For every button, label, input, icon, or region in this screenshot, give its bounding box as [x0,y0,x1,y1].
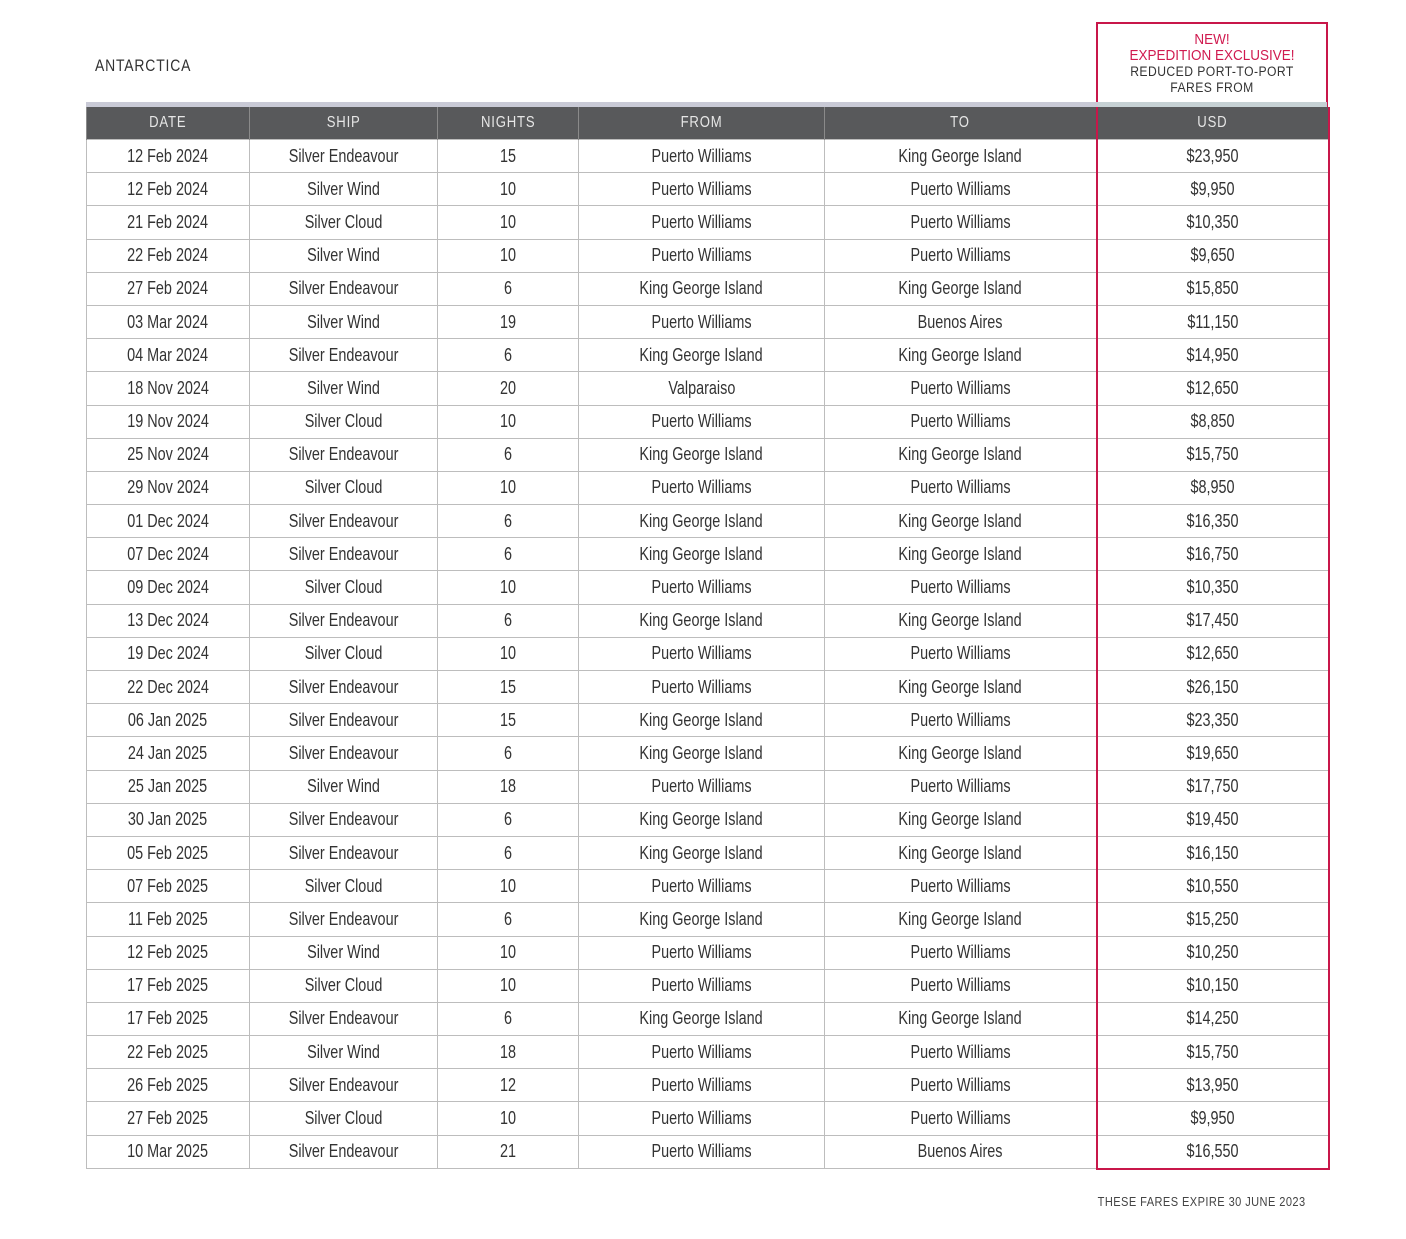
fares-expiry-note: THESE FARES EXPIRE 30 JUNE 2023 [1098,1194,1306,1209]
cell-date: 13 Dec 2024 [87,604,250,637]
table-row [87,471,1329,504]
cell-from: King George Island [579,737,825,770]
cell-usd: $15,250 [1097,903,1329,936]
cell-from: Puerto Williams [579,637,825,670]
cell-usd: $17,750 [1097,770,1329,803]
cell-ship: Silver Cloud [250,969,438,1002]
cell-to: Puerto Williams [825,1102,1097,1135]
column-header-usd: USD [1097,107,1329,140]
cell-nights: 6 [438,339,579,372]
cell-to: King George Island [825,671,1097,704]
table-row [87,239,1329,272]
cell-to: Buenos Aires [825,1135,1097,1169]
cell-ship: Silver Endeavour [250,604,438,637]
promo-fares-label-2: FARES FROM [1170,80,1254,95]
cell-ship: Silver Endeavour [250,836,438,869]
cell-from: Puerto Williams [579,936,825,969]
table-row [87,305,1329,338]
cell-nights: 10 [438,173,579,206]
cell-ship: Silver Wind [250,770,438,803]
cell-nights: 12 [438,1069,579,1102]
cell-ship: Silver Cloud [250,471,438,504]
cell-to: King George Island [825,836,1097,869]
column-header-from: FROM [579,107,825,140]
cell-usd: $13,950 [1097,1069,1329,1102]
cell-date: 04 Mar 2024 [87,339,250,372]
cell-usd: $19,450 [1097,803,1329,836]
table-row [87,538,1329,571]
cell-usd: $23,350 [1097,704,1329,737]
cell-usd: $26,150 [1097,671,1329,704]
cell-to: Puerto Williams [825,936,1097,969]
table-row [87,173,1329,206]
cell-to: King George Island [825,803,1097,836]
cell-ship: Silver Wind [250,305,438,338]
column-header-to: TO [825,107,1097,140]
cell-nights: 15 [438,140,579,173]
cell-from: Puerto Williams [579,1036,825,1069]
cell-from: King George Island [579,538,825,571]
table-row [87,936,1329,969]
cell-to: Puerto Williams [825,239,1097,272]
cell-to: Puerto Williams [825,969,1097,1002]
cell-ship: Silver Endeavour [250,1135,438,1169]
cell-from: Puerto Williams [579,1102,825,1135]
cell-to: King George Island [825,1002,1097,1035]
cell-usd: $16,750 [1097,538,1329,571]
cell-date: 01 Dec 2024 [87,505,250,538]
cell-from: Puerto Williams [579,305,825,338]
promo-callout [1096,22,1328,108]
table-row [87,870,1329,903]
cell-from: Puerto Williams [579,471,825,504]
cell-to: King George Island [825,438,1097,471]
cell-to: King George Island [825,737,1097,770]
fares-table-body [87,140,1329,1169]
table-row [87,272,1329,305]
cell-from: Valparaiso [579,372,825,405]
cell-to: King George Island [825,505,1097,538]
cell-from: Puerto Williams [579,770,825,803]
cell-to: King George Island [825,140,1097,173]
cell-nights: 6 [438,505,579,538]
cell-date: 07 Dec 2024 [87,538,250,571]
cell-date: 07 Feb 2025 [87,870,250,903]
column-header-nights: NIGHTS [438,107,579,140]
cell-nights: 18 [438,1036,579,1069]
cell-usd: $8,950 [1097,471,1329,504]
cell-ship: Silver Endeavour [250,505,438,538]
cell-date: 11 Feb 2025 [87,903,250,936]
cell-ship: Silver Wind [250,239,438,272]
cell-ship: Silver Endeavour [250,671,438,704]
cell-from: King George Island [579,903,825,936]
cell-nights: 15 [438,671,579,704]
cell-date: 25 Jan 2025 [87,770,250,803]
cell-date: 27 Feb 2024 [87,272,250,305]
cell-date: 19 Nov 2024 [87,405,250,438]
cell-from: Puerto Williams [579,969,825,1002]
cell-date: 18 Nov 2024 [87,372,250,405]
cell-from: King George Island [579,704,825,737]
cell-date: 24 Jan 2025 [87,737,250,770]
cell-usd: $12,650 [1097,372,1329,405]
cell-to: Puerto Williams [825,1036,1097,1069]
cell-date: 22 Dec 2024 [87,671,250,704]
cell-to: King George Island [825,903,1097,936]
cell-ship: Silver Wind [250,173,438,206]
cell-ship: Silver Endeavour [250,272,438,305]
cell-nights: 6 [438,604,579,637]
cell-usd: $10,350 [1097,571,1329,604]
cell-from: Puerto Williams [579,1135,825,1169]
cell-ship: Silver Wind [250,936,438,969]
cell-date: 25 Nov 2024 [87,438,250,471]
cell-nights: 6 [438,1002,579,1035]
cell-to: King George Island [825,538,1097,571]
cell-date: 12 Feb 2024 [87,140,250,173]
cell-ship: Silver Wind [250,1036,438,1069]
cell-from: King George Island [579,339,825,372]
cell-nights: 10 [438,936,579,969]
cell-nights: 10 [438,1102,579,1135]
table-row [87,1036,1329,1069]
cell-usd: $10,350 [1097,206,1329,239]
cell-usd: $10,250 [1097,936,1329,969]
cell-nights: 10 [438,637,579,670]
cell-usd: $16,350 [1097,505,1329,538]
cell-usd: $15,850 [1097,272,1329,305]
cell-to: Puerto Williams [825,637,1097,670]
cell-nights: 6 [438,836,579,869]
cell-date: 22 Feb 2024 [87,239,250,272]
cell-date: 29 Nov 2024 [87,471,250,504]
table-row [87,836,1329,869]
cell-from: King George Island [579,836,825,869]
cell-to: King George Island [825,339,1097,372]
cell-usd: $10,150 [1097,969,1329,1002]
table-row [87,405,1329,438]
fares-table [86,107,1330,1170]
table-row [87,1069,1329,1102]
cell-date: 03 Mar 2024 [87,305,250,338]
cell-ship: Silver Cloud [250,870,438,903]
cell-nights: 21 [438,1135,579,1169]
cell-from: Puerto Williams [579,870,825,903]
cell-to: Puerto Williams [825,372,1097,405]
cell-to: Puerto Williams [825,704,1097,737]
table-row [87,637,1329,670]
cell-from: King George Island [579,604,825,637]
cell-to: Puerto Williams [825,471,1097,504]
cell-nights: 6 [438,737,579,770]
cell-from: Puerto Williams [579,671,825,704]
table-row [87,803,1329,836]
cell-ship: Silver Endeavour [250,140,438,173]
cell-from: Puerto Williams [579,571,825,604]
cell-to: Puerto Williams [825,870,1097,903]
table-row [87,438,1329,471]
promo-exclusive-label: EXPEDITION EXCLUSIVE! [1129,47,1295,64]
cell-to: Puerto Williams [825,173,1097,206]
cell-usd: $8,850 [1097,405,1329,438]
cell-ship: Silver Endeavour [250,339,438,372]
cell-usd: $9,950 [1097,173,1329,206]
cell-date: 27 Feb 2025 [87,1102,250,1135]
cell-date: 12 Feb 2025 [87,936,250,969]
cell-ship: Silver Endeavour [250,438,438,471]
cell-nights: 10 [438,969,579,1002]
column-header-ship: SHIP [250,107,438,140]
cell-ship: Silver Endeavour [250,737,438,770]
cell-from: King George Island [579,505,825,538]
cell-to: Puerto Williams [825,770,1097,803]
table-row [87,704,1329,737]
promo-new-label: NEW! [1194,31,1230,48]
cell-from: Puerto Williams [579,239,825,272]
cell-nights: 19 [438,305,579,338]
cell-ship: Silver Endeavour [250,1002,438,1035]
cell-to: Puerto Williams [825,571,1097,604]
cell-to: Puerto Williams [825,405,1097,438]
cell-date: 30 Jan 2025 [87,803,250,836]
cell-from: King George Island [579,272,825,305]
cell-ship: Silver Endeavour [250,1069,438,1102]
cell-usd: $14,250 [1097,1002,1329,1035]
cell-nights: 6 [438,903,579,936]
promo-fares-label-1: REDUCED PORT-TO-PORT [1130,64,1294,79]
cell-usd: $11,150 [1097,305,1329,338]
cell-usd: $9,950 [1097,1102,1329,1135]
cell-date: 17 Feb 2025 [87,1002,250,1035]
cell-from: Puerto Williams [579,405,825,438]
table-row [87,737,1329,770]
table-row [87,604,1329,637]
cell-nights: 6 [438,538,579,571]
table-row [87,770,1329,803]
cell-ship: Silver Wind [250,372,438,405]
cell-to: King George Island [825,604,1097,637]
table-header-row [87,107,1329,140]
region-title: ANTARCTICA [95,56,192,75]
cell-nights: 10 [438,239,579,272]
table-row [87,1102,1329,1135]
cell-from: Puerto Williams [579,1069,825,1102]
cell-nights: 10 [438,206,579,239]
cell-ship: Silver Cloud [250,571,438,604]
cell-ship: Silver Endeavour [250,704,438,737]
cell-usd: $16,550 [1097,1135,1329,1169]
cell-usd: $15,750 [1097,1036,1329,1069]
cell-date: 19 Dec 2024 [87,637,250,670]
cell-date: 17 Feb 2025 [87,969,250,1002]
cell-usd: $16,150 [1097,836,1329,869]
table-row [87,571,1329,604]
cell-nights: 10 [438,870,579,903]
cell-date: 10 Mar 2025 [87,1135,250,1169]
cell-from: King George Island [579,1002,825,1035]
cell-ship: Silver Cloud [250,206,438,239]
cell-nights: 20 [438,372,579,405]
cell-nights: 18 [438,770,579,803]
table-row [87,969,1329,1002]
cell-usd: $12,650 [1097,637,1329,670]
cell-date: 21 Feb 2024 [87,206,250,239]
cell-date: 22 Feb 2025 [87,1036,250,1069]
table-row [87,1002,1329,1035]
cell-nights: 6 [438,803,579,836]
cell-to: Buenos Aires [825,305,1097,338]
cell-nights: 10 [438,405,579,438]
cell-usd: $14,950 [1097,339,1329,372]
table-row [87,505,1329,538]
cell-nights: 6 [438,272,579,305]
cell-usd: $19,650 [1097,737,1329,770]
cell-usd: $10,550 [1097,870,1329,903]
cell-from: Puerto Williams [579,206,825,239]
cell-usd: $23,950 [1097,140,1329,173]
cell-nights: 6 [438,438,579,471]
cell-nights: 15 [438,704,579,737]
cell-date: 06 Jan 2025 [87,704,250,737]
table-row [87,372,1329,405]
cell-ship: Silver Endeavour [250,538,438,571]
table-row [87,140,1329,173]
cell-date: 05 Feb 2025 [87,836,250,869]
cell-usd: $9,650 [1097,239,1329,272]
cell-ship: Silver Endeavour [250,803,438,836]
cell-from: King George Island [579,438,825,471]
cell-from: King George Island [579,803,825,836]
column-header-date: DATE [87,107,250,140]
cell-date: 12 Feb 2024 [87,173,250,206]
table-row [87,339,1329,372]
cell-date: 26 Feb 2025 [87,1069,250,1102]
table-row [87,1135,1329,1169]
cell-to: Puerto Williams [825,1069,1097,1102]
cell-to: King George Island [825,272,1097,305]
cell-ship: Silver Endeavour [250,903,438,936]
cell-from: Puerto Williams [579,173,825,206]
cell-usd: $17,450 [1097,604,1329,637]
cell-usd: $15,750 [1097,438,1329,471]
cell-to: Puerto Williams [825,206,1097,239]
cell-ship: Silver Cloud [250,405,438,438]
cell-ship: Silver Cloud [250,637,438,670]
table-row [87,903,1329,936]
table-row [87,206,1329,239]
cell-ship: Silver Cloud [250,1102,438,1135]
cell-date: 09 Dec 2024 [87,571,250,604]
table-row [87,671,1329,704]
cell-nights: 10 [438,471,579,504]
cell-from: Puerto Williams [579,140,825,173]
cell-nights: 10 [438,571,579,604]
